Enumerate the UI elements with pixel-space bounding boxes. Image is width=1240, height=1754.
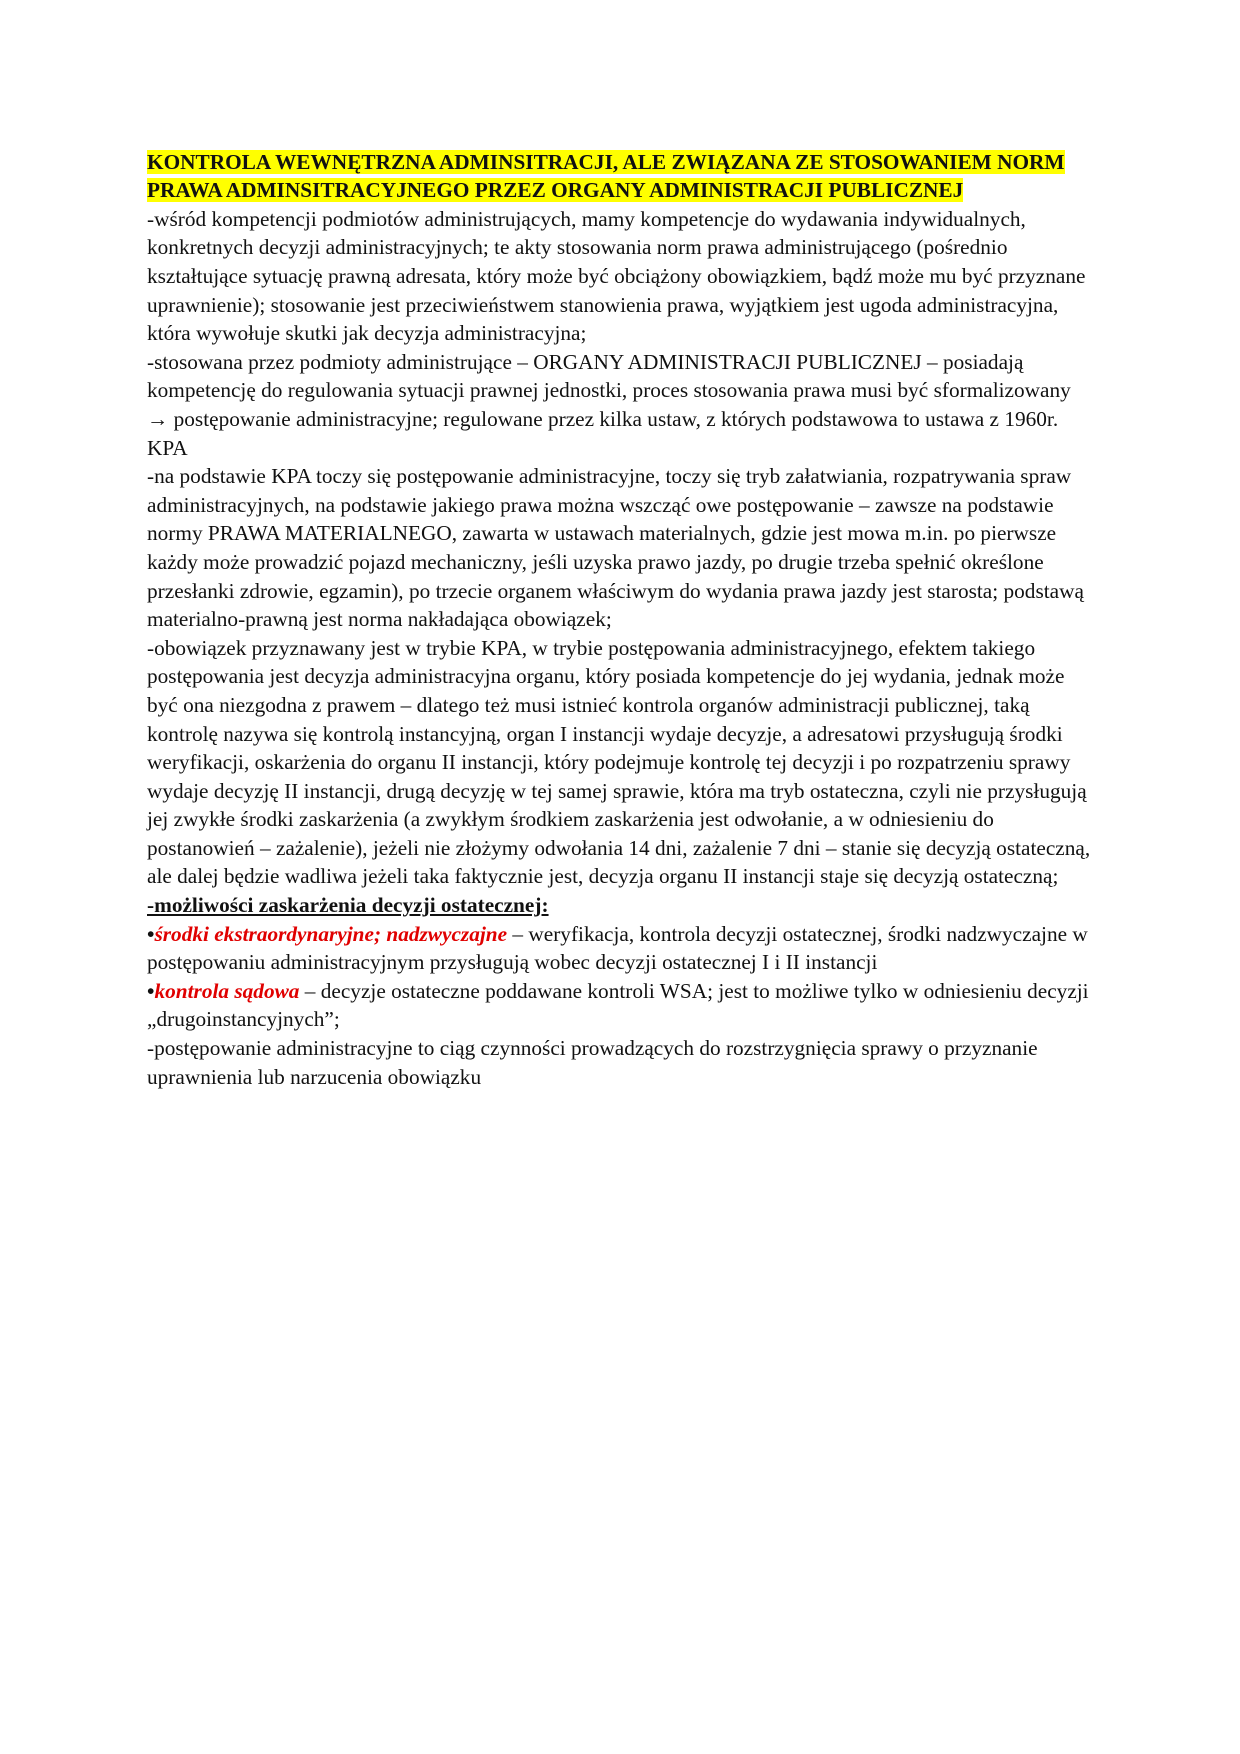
term-court-control: kontrola sądowa <box>154 978 300 1003</box>
paragraph-instance-control: -obowiązek przyznawany jest w trybie KPA, w trybie postępowania administracyjnego, efektem takiego postępowania jest decyzja administracyjna organu, który posiada kompetencje do jej wydania, jednak może być ona niezgodna z prawem – dlatego też musi istnieć kontrola organów administracji publicznej, taką kontrolę nazywa się kontrolą instancyjną, organ I instancji wydaje decyzje, a adresatowi przysługują środki weryfikacji, oskarżenia do organu II instancji, który podejmuje kontrolę tej decyzji i po rozpatrzeniu sprawy wydaje decyzję II instancji, drugą decyzję w tej samej sprawie, która ma tryb ostateczna, czyli nie przysługują jej zwykłe środki zaskarżenia (a zwykłym środkiem zaskarżenia jest odwołanie, a w odniesieniu do postanowień – zażalenie), jeżeli nie złożymy odwołania 14 dni, zażalenie 7 dni – stanie się decyzją ostateczną, ale dalej będzie wadliwa jeżeli taka faktycznie jest, decyzja organu II instancji staje się decyzją ostateczną; <box>147 635 1091 889</box>
paragraph-kpa-procedure: -na podstawie KPA toczy się postępowanie administracyjne, toczy się tryb załatwiania, rozpatrywania spraw administracyjnych, na podstawie jakiego prawa można wszcząć owe postępowanie – zawsze na podstawie normy PRAWA MATERIALNEGO, zawarta w ustawach materialnych, gdzie jest mowa m.in. po pierwsze każdy może prowadzić pojazd mechaniczny, jeśli uzyska prawo jazdy, po drugie trzeba spełnić określone przesłanki zdrowie, egzamin), po trzecie organem właściwym do wydania prawa jazdy jest starosta; podstawą materialno-prawną jest norma nakładająca obowiązek; <box>147 464 1084 632</box>
bullet-extraordinary-measures <box>147 920 1097 977</box>
bullet-court-control <box>147 977 1097 1034</box>
paragraph-procedure-definition: -postępowanie administracyjne to ciąg czynności prowadzących do rozstrzygnięcia sprawy o przyznanie uprawnienia lub narzucenia obowiązku <box>147 1036 1038 1089</box>
document-page <box>147 148 1097 1091</box>
term-extraordinary: środki ekstraordynaryjne; nadzwyczajne <box>154 921 508 946</box>
bullet-icon: • <box>147 978 155 1003</box>
title-highlight: KONTROLA WEWNĘTRZNA ADMINSITRACJI, ALE ZWIĄZANA ZE STOSOWANIEM NORM PRAWA ADMINSITRACYJNEGO PRZEZ ORGANY ADMINISTRACJI PUBLICZNEJ <box>147 150 1065 203</box>
section-heading-appeal: -możliwości zaskarżenia decyzji ostatecznej: <box>147 893 549 918</box>
bullet-icon: • <box>147 921 155 946</box>
bullet-text: – decyzje ostateczne poddawane kontroli WSA; jest to możliwe tylko w odniesieniu decyzji „drugoinstancyjnych”; <box>147 978 1089 1032</box>
paragraph-public-organs: -stosowana przez podmioty administrujące – ORGANY ADMINISTRACJI PUBLICZNEJ – posiadają kompetencję do regulowania sytuacji prawnej jednostki, proces stosowania prawa musi być sformalizowany → postępowanie administracyjne; regulowane przez kilka ustaw, z których podstawowa to ustawa z 1960r. KPA <box>147 349 1071 460</box>
bullet-text: – weryfikacja, kontrola decyzji ostatecznej, środki nadzwyczajne w postępowaniu administracyjnym przysługują wobec decyzji ostatecznej I i II instancji <box>147 921 1088 975</box>
document-title <box>147 148 1097 205</box>
paragraph-competences: -wśród kompetencji podmiotów administrujących, mamy kompetencje do wydawania indywidualnych, konkretnych decyzji administracyjnych; te akty stosowania norm prawa administrującego (pośrednio kształtujące sytuację prawną adresata, który może być obciążony obowiązkiem, bądź może mu być przyznane uprawnienie); stosowanie jest przeciwieństwem stanowienia prawa, wyjątkiem jest ugoda administracyjna, która wywołuje skutki jak decyzja administracyjna; <box>147 206 1086 346</box>
